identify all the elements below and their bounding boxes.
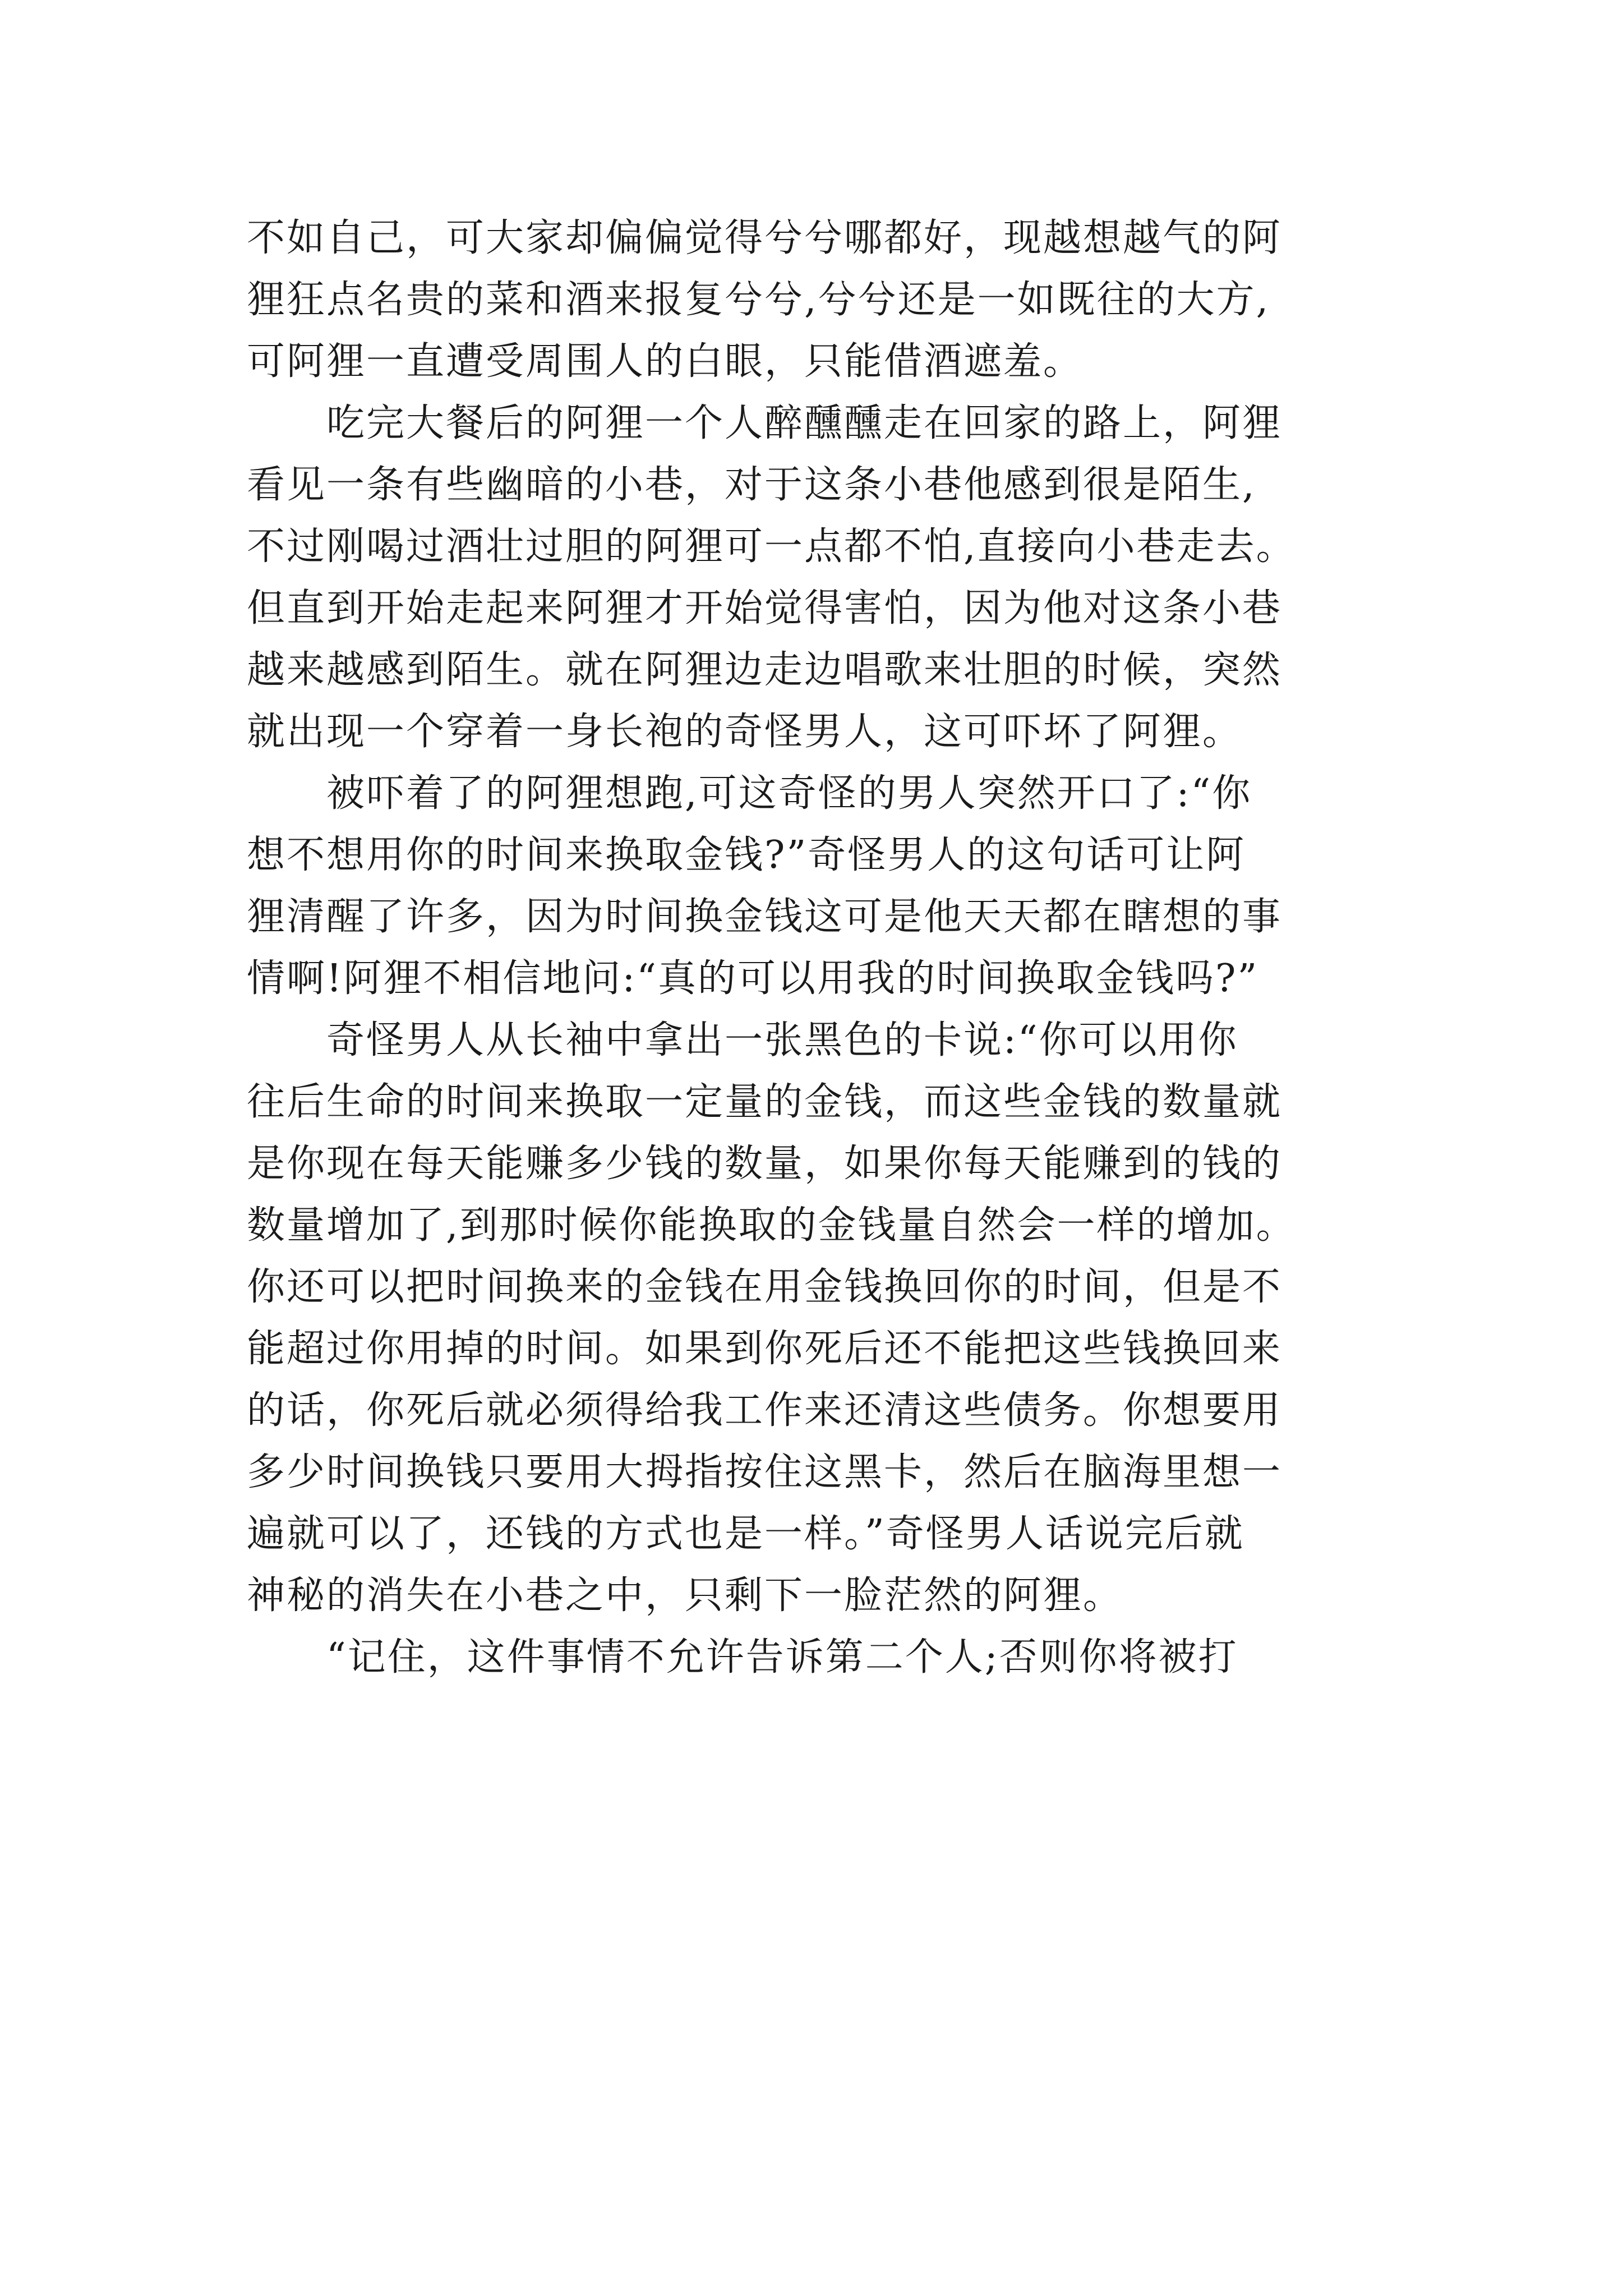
text-line: 情啊!阿狸不相信地问:“真的可以用我的时间换取金钱吗?” [247,956,1259,1001]
text-line: 狸清醒了许多，因为时间换金钱这可是他天天都在瞎想的事 [247,895,1283,939]
text-line: 就出现一个穿着一身长袍的奇怪男人，这可吓坏了阿狸。 [247,710,1243,754]
text-line: 越来越感到陌生。就在阿狸边走边唱歌来壮胆的时候，突然 [247,648,1283,692]
text-line: 是你现在每天能赚多少钱的数量，如果你每天能赚到的钱的 [247,1142,1283,1186]
text-line: 神秘的消失在小巷之中，只剩下一脸茫然的阿狸。 [247,1573,1123,1618]
text-line: 的话，你死后就必须得给我工作来还清这些债务。你想要用 [247,1388,1283,1433]
text-line: 被吓着了的阿狸想跑,可这奇怪的男人突然开口了:“你 [247,771,1252,816]
text-line: 不过刚喝过酒壮过胆的阿狸可一点都不怕,直接向小巷走去。 [247,524,1296,569]
text-line: 奇怪男人从长袖中拿出一张黑色的卡说:“你可以用你 [247,1018,1238,1062]
text-line: 想不想用你的时间来换取金钱?”奇怪男人的这句话可让阿 [247,833,1246,877]
text-line: 但直到开始走起来阿狸才开始觉得害怕，因为他对这条小巷 [247,586,1283,631]
text-line: 往后生命的时间来换取一定量的金钱，而这些金钱的数量就 [247,1080,1283,1124]
text-line: 你还可以把时间换来的金钱在用金钱换回你的时间，但是不 [247,1265,1283,1309]
text-line: 数量增加了,到那时候你能换取的金钱量自然会一样的增加。 [247,1203,1296,1248]
body-text [247,208,1391,1688]
text-line: 遍就可以了，还钱的方式也是一样。”奇怪男人话说完后就 [247,1512,1244,1556]
text-line: 多少时间换钱只要用大拇指按住这黑卡，然后在脑海里想一 [247,1450,1283,1494]
text-line: 狸狂点名贵的菜和酒来报复兮兮,兮兮还是一如既往的大方, [247,278,1270,322]
text-line: 看见一条有些幽暗的小巷，对于这条小巷他感到很是陌生, [247,463,1256,507]
text-line: “记住，这件事情不允许告诉第二个人;否则你将被打 [247,1635,1238,1680]
text-line: 可阿狸一直遭受周围人的白眼，只能借酒遮羞。 [247,339,1083,384]
text-line: 不如自己，可大家却偏偏觉得兮兮哪都好，现越想越气的阿 [247,216,1283,260]
text-line: 能超过你用掉的时间。如果到你死后还不能把这些钱换回来 [247,1327,1283,1371]
text-line: 吃完大餐后的阿狸一个人醉醺醺走在回家的路上，阿狸 [247,401,1283,445]
